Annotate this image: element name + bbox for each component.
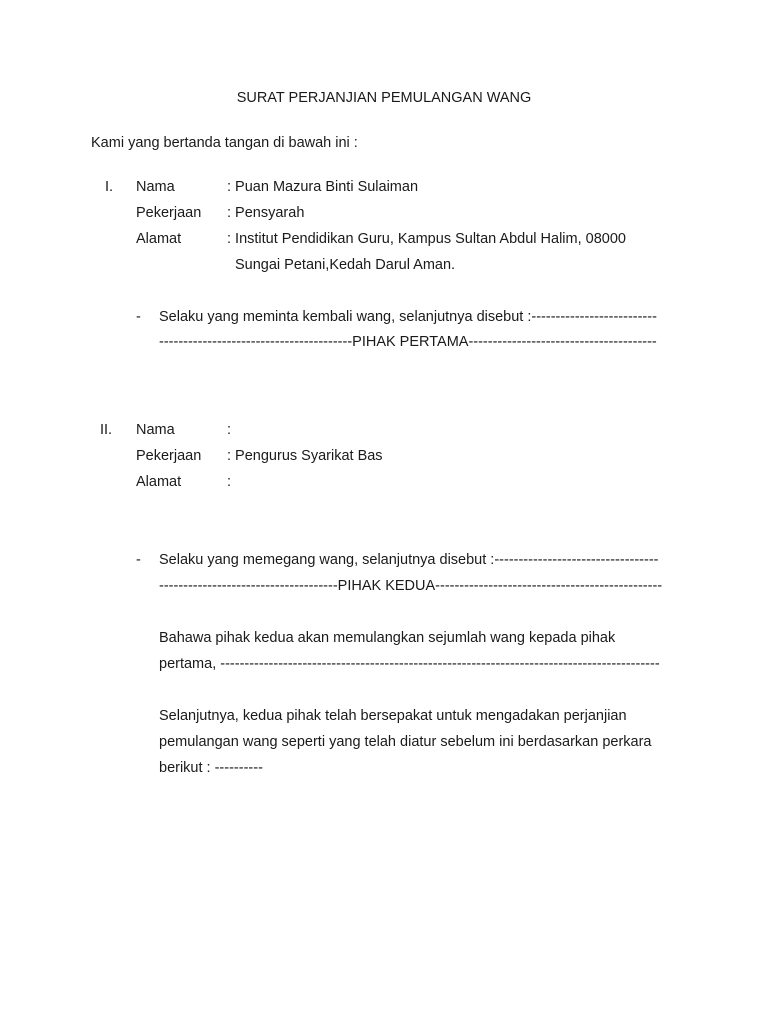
paragraph1-line1: Bahawa pihak kedua akan memulangkan sejumlah wang kepada pihak bbox=[159, 630, 616, 646]
paragraph1-line2: pertama, ------------------------------------------------------------------------------------------- bbox=[159, 656, 660, 672]
party1-alamat-label: Alamat bbox=[136, 231, 182, 247]
party2-alamat-value: : bbox=[227, 474, 232, 490]
party2-role-line1: Selaku yang memegang wang, selanjutnya disebut :---------------------------------- bbox=[159, 552, 659, 568]
party1-bullet: - bbox=[136, 309, 141, 325]
party2-pekerjaan-label: Pekerjaan bbox=[136, 448, 202, 464]
paragraph2-line3: berikut : ---------- bbox=[159, 760, 263, 776]
party1-nama-value: : Puan Mazura Binti Sulaiman bbox=[227, 179, 419, 195]
party1-pekerjaan-value: : Pensyarah bbox=[227, 205, 305, 221]
party1-nama-label: Nama bbox=[136, 179, 175, 195]
party2-nama-value: : bbox=[227, 422, 232, 438]
party1-numeral: I. bbox=[105, 179, 114, 195]
party2-numeral: II. bbox=[100, 422, 113, 438]
party2-bullet: - bbox=[136, 552, 141, 568]
party2-role-line2: -------------------------------------PIHAK KEDUA----------------------------------------------- bbox=[159, 578, 663, 594]
party1-pekerjaan-label: Pekerjaan bbox=[136, 205, 202, 221]
party2-nama-label: Nama bbox=[136, 422, 175, 438]
party1-alamat-value-line2: Sungai Petani,Kedah Darul Aman. bbox=[235, 257, 456, 273]
party1-alamat-value-line1: : Institut Pendidikan Guru, Kampus Sultan Abdul Halim, 08000 bbox=[227, 231, 626, 247]
party2-pekerjaan-value: : Pengurus Syarikat Bas bbox=[227, 448, 383, 464]
party2-alamat-label: Alamat bbox=[136, 474, 182, 490]
document-title: SURAT PERJANJIAN PEMULANGAN WANG bbox=[236, 90, 532, 106]
party1-role-line2: ----------------------------------------PIHAK PERTAMA--------------------------------------- bbox=[159, 334, 657, 350]
intro-text: Kami yang bertanda tangan di bawah ini : bbox=[91, 135, 358, 151]
party1-role-line1: Selaku yang meminta kembali wang, selanjutnya disebut :-------------------------- bbox=[159, 309, 657, 325]
paragraph2-line2: pemulangan wang seperti yang telah diatur sebelum ini berdasarkan perkara bbox=[159, 734, 652, 750]
paragraph2-line1: Selanjutnya, kedua pihak telah bersepakat untuk mengadakan perjanjian bbox=[159, 708, 627, 724]
